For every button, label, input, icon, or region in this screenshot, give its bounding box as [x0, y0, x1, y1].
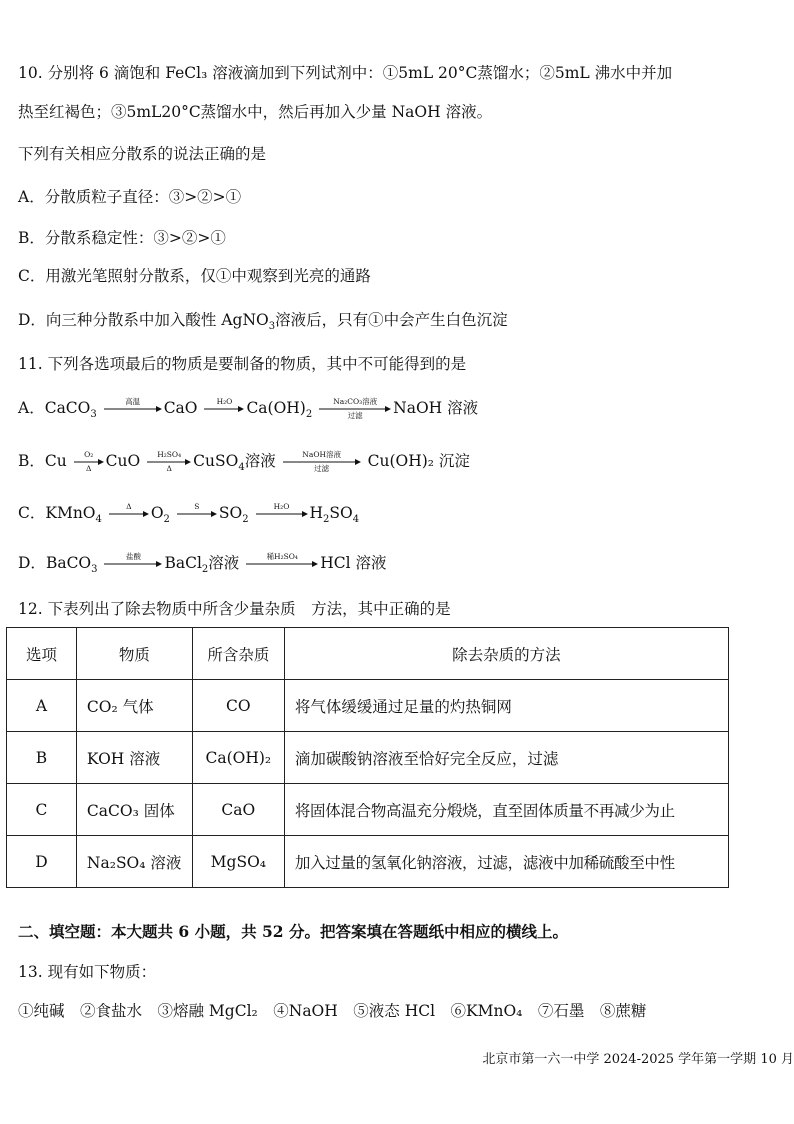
header-impurity: 所含杂质 [192, 628, 284, 680]
impurity-removal-table [6, 627, 729, 888]
reaction-arrow: H₂SO₄ Δ [147, 451, 191, 473]
reaction-arrow: Δ [109, 503, 149, 525]
reaction-arrow: H₂O [204, 398, 244, 420]
q10-option-b: B．分散系稳定性：③>②>① [18, 229, 226, 247]
q11-option-d: D．BaCO$_3$ 盐酸 BaCl$_2$溶液 稀H₂SO₄ HCl 溶液 [18, 552, 387, 576]
table-row [7, 836, 729, 888]
table-row [7, 680, 729, 732]
q10-line1: 10. 分别将 6 滴饱和 FeCl₃ 溶液滴加到下列试剂中：①5mL 20°C蒸馏水；②5mL 沸水中并加 [18, 64, 673, 82]
q11-option-b: B．Cu O₂ Δ CuO H₂SO₄ Δ CuSO$_4$溶液 NaOH溶液 过滤 Cu(OH)₂ 沉淀 [18, 450, 470, 474]
cell-substance: CO₂ 气体 [76, 680, 192, 732]
reaction-arrow: Na₂CO₃溶液 过滤 [319, 398, 391, 420]
cell-method: 将气体缓缓通过足量的灼热铜网 [284, 680, 728, 732]
q10-option-a: A．分散质粒子直径：③>②>① [18, 188, 242, 206]
reaction-arrow: H₂O [256, 503, 308, 525]
cell-impurity: Ca(OH)₂ [192, 732, 284, 784]
cell-method: 加入过量的氢氧化钠溶液，过滤，滤液中加稀硫酸至中性 [284, 836, 728, 888]
q11-stem: 11. 下列各选项最后的物质是要制备的物质，其中不可能得到的是 [18, 355, 467, 373]
header-option: 选项 [7, 628, 77, 680]
table-row [7, 732, 729, 784]
table-row [7, 784, 729, 836]
cell-option: B [7, 732, 77, 784]
reaction-arrow: 稀H₂SO₄ [246, 553, 318, 575]
reaction-arrow: 盐酸 [104, 553, 162, 575]
cell-substance: KOH 溶液 [76, 732, 192, 784]
reaction-arrow: S [177, 503, 217, 525]
cell-impurity: MgSO₄ [192, 836, 284, 888]
cell-substance: CaCO₃ 固体 [76, 784, 192, 836]
section-heading: 二、填空题：本大题共 6 小题，共 52 分。把答案填在答题纸中相应的横线上。 [18, 922, 568, 941]
header-substance: 物质 [76, 628, 192, 680]
reaction-arrow: O₂ Δ [74, 451, 104, 473]
reaction-arrow: 高温 [104, 398, 162, 420]
table-header-row [7, 628, 729, 680]
header-method: 除去杂质的方法 [284, 628, 728, 680]
q10-line2: 热至红褐色；③5mL20°C蒸馏水中，然后再加入少量 NaOH 溶液。 [18, 103, 493, 121]
cell-impurity: CO [192, 680, 284, 732]
cell-method: 将固体混合物高温充分煅烧，直至固体质量不再减少为止 [284, 784, 728, 836]
cell-option: A [7, 680, 77, 732]
cell-substance: Na₂SO₄ 溶液 [76, 836, 192, 888]
q10-option-c: C．用激光笔照射分散系，仅①中观察到光亮的通路 [18, 267, 371, 285]
cell-impurity: CaO [192, 784, 284, 836]
cell-method: 滴加碳酸钠溶液至恰好完全反应，过滤 [284, 732, 728, 784]
q13-stem: 13. 现有如下物质： [18, 963, 157, 981]
q10-option-d: D．向三种分散系中加入酸性 AgNO$_3$溶液后，只有①中会产生白色沉淀 [18, 311, 508, 333]
q12-stem: 12. 下表列出了除去物质中所含少量杂质 方法，其中正确的是 [18, 600, 451, 618]
cell-option: D [7, 836, 77, 888]
cell-option: C [7, 784, 77, 836]
q11-option-c: C．KMnO$_4$ Δ $O_2$ S $SO_2$ H₂O $H_2SO_4$ [18, 502, 360, 526]
page-footer: 北京市第一六一中学 2024-2025 学年第一学期 10 月 [482, 1052, 794, 1067]
reaction-arrow: NaOH溶液 过滤 [283, 451, 361, 473]
q13-items: ①纯碱 ②食盐水 ③熔融 MgCl₂ ④NaOH ⑤液态 HCl ⑥KMnO₄ ⑦石墨 ⑧蔗糖 [18, 1002, 647, 1020]
q10-stem: 下列有关相应分散系的说法正确的是 [18, 145, 267, 163]
q11-option-a: A．CaCO$_3$ 高温 CaO H₂O $Ca(OH)_2$ Na₂CO₃溶液 过滤 NaOH 溶液 [18, 397, 479, 421]
